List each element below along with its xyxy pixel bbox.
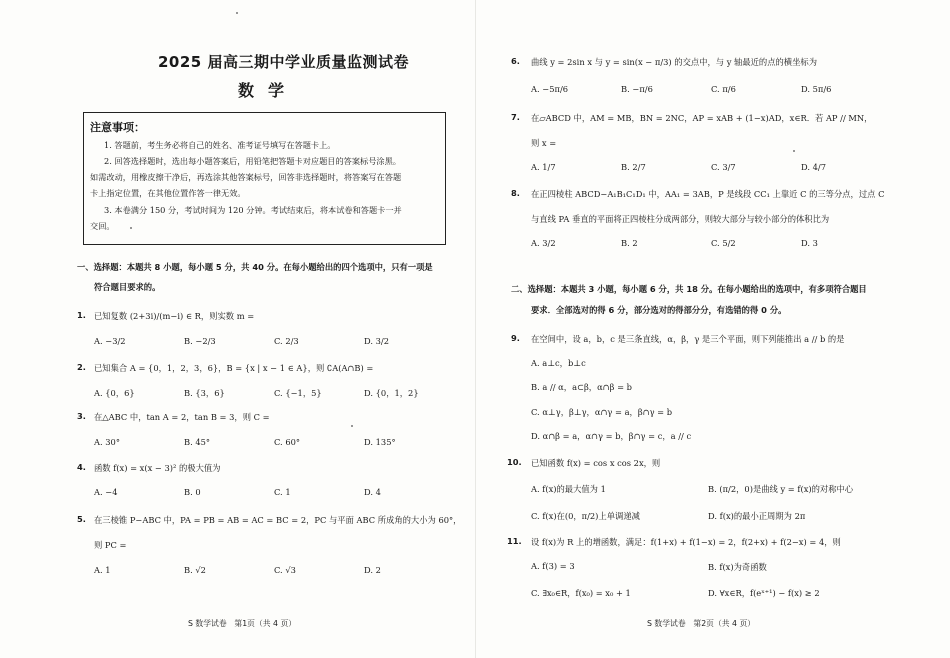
option-a: A. 1/7 <box>531 162 556 172</box>
question-stem-cont: 与直线 PA 垂直的平面将正四棱柱分成两部分，则较大部分与较小部分的体积比为 <box>531 214 830 224</box>
question-number: 11. <box>507 536 522 546</box>
option-a: A. −3/2 <box>94 336 126 346</box>
notice-line: 交回。 <box>90 221 115 231</box>
option-a: A. −4 <box>94 487 118 497</box>
scan-speck <box>351 425 353 427</box>
question-number: 10. <box>507 457 522 467</box>
question-stem-cont: 则 PC = <box>94 540 127 550</box>
page-footer: S 数学试卷 第2页（共 4 页） <box>647 619 756 628</box>
notice-line: 3. 本卷满分 150 分，考试时间为 120 分钟。考试结束后，将本试卷和答题卡一并 <box>104 205 402 215</box>
section-1-heading: 一、选择题：本题共 8 小题，每小题 5 分，共 40 分。在每小题给出的四个选项中，只有一项是 <box>77 262 433 272</box>
question-stem: 在空间中，设 a，b，c 是三条直线，α，β，γ 是三个平面，则下列能推出 a // b 的是 <box>531 334 845 344</box>
question-stem: 设 f(x)为 R 上的增函数，满足：f(1+x) + f(1−x) = 2，f(2+x) + f(2−x) = 4，则 <box>531 537 841 547</box>
question-number: 3. <box>77 411 86 421</box>
question-number: 5. <box>77 514 86 524</box>
option-c: C. 3/7 <box>711 162 736 172</box>
option-b: B. a // α，a⊂β，α∩β = b <box>531 382 632 392</box>
option-a: A. f(x)的最大值为 1 <box>531 484 606 494</box>
option-b: B. f(x)为奇函数 <box>708 562 767 572</box>
option-d: D. 3/2 <box>364 336 389 346</box>
option-d: D. 3 <box>801 238 818 248</box>
option-c: C. 1 <box>274 487 291 497</box>
question-stem-cont: 则 x = <box>531 138 557 148</box>
option-d: D. 2 <box>364 565 381 575</box>
option-c: C. √3 <box>274 565 296 575</box>
question-stem: 在△ABC 中，tan A = 2，tan B = 3，则 C = <box>94 412 270 422</box>
option-c: C. 2/3 <box>274 336 299 346</box>
question-number: 7. <box>511 112 520 122</box>
option-b: B. 0 <box>184 487 201 497</box>
option-d: D. {0，1，2} <box>364 388 419 398</box>
option-a: A. 30° <box>94 437 120 447</box>
option-b: B. −π/6 <box>621 84 653 94</box>
option-b: B. 45° <box>184 437 211 447</box>
option-b: B. (π/2，0)是曲线 y = f(x)的对称中心 <box>708 484 854 494</box>
notice-line: 2. 回答选择题时，选出每小题答案后，用铅笔把答题卡对应题目的答案标号涂黑。 <box>104 156 401 166</box>
option-d: D. α∩β = a，α∩γ = b，β∩γ = c，a // c <box>531 431 692 441</box>
option-d: D. 4/7 <box>801 162 826 172</box>
question-number: 6. <box>511 56 520 66</box>
notice-heading: 注意事项： <box>90 121 145 134</box>
question-stem: 已知复数 (2+3i)/(m−i) ∈ R，则实数 m = <box>94 311 255 321</box>
option-a: A. f(3) = 3 <box>531 561 575 571</box>
option-c: C. π/6 <box>711 84 736 94</box>
option-d: D. f(x)的最小正周期为 2π <box>708 511 806 521</box>
question-number: 1. <box>77 310 86 320</box>
question-number: 8. <box>511 188 520 198</box>
option-d: D. ∀x∈R，f(eˣ⁺¹) − f(x) ≥ 2 <box>708 588 820 598</box>
question-stem: 曲线 y = 2sin x 与 y = sin(x − π/3) 的交点中，与 y 轴最近的点的横坐标为 <box>531 57 817 67</box>
scan-speck <box>236 12 238 14</box>
question-number: 4. <box>77 462 86 472</box>
option-a: A. 3/2 <box>531 238 556 248</box>
exam-page-2 <box>475 0 950 658</box>
option-b: B. {3，6} <box>184 388 225 398</box>
question-stem: 已知函数 f(x) = cos x cos 2x，则 <box>531 458 661 468</box>
option-b: B. −2/3 <box>184 336 216 346</box>
option-c: C. 60° <box>274 437 301 447</box>
option-c: C. α⊥γ，β⊥γ，α∩γ = a，β∩γ = b <box>531 407 673 417</box>
question-number: 2. <box>77 362 86 372</box>
option-b: B. 2 <box>621 238 638 248</box>
notice-box <box>83 112 446 245</box>
question-stem: 函数 f(x) = x(x − 3)² 的极大值为 <box>94 463 221 473</box>
notice-line: 1. 答题前，考生务必将自己的姓名、准考证号填写在答题卡上。 <box>104 140 336 150</box>
option-c: C. f(x)在(0，π/2)上单调递减 <box>531 511 640 521</box>
notice-line: 卡上指定位置，在其他位置作答一律无效。 <box>90 188 246 198</box>
option-b: B. √2 <box>184 565 206 575</box>
section-2-heading: 二、选择题：本题共 3 小题，每小题 6 分，共 18 分。在每小题给出的选项中，有多项符合题目 <box>511 284 867 294</box>
option-d: D. 4 <box>364 487 381 497</box>
section-1-heading-cont: 符合题目要求的。 <box>94 282 161 292</box>
option-c: C. {−1，5} <box>274 388 322 398</box>
question-stem: 在正四棱柱 ABCD−A₁B₁C₁D₁ 中，AA₁ = 3AB，P 是线段 CC₁ 上靠近 C 的三等分点，过点 C <box>531 189 885 199</box>
option-d: D. 5π/6 <box>801 84 832 94</box>
option-c: C. 5/2 <box>711 238 736 248</box>
question-stem: 在三棱锥 P−ABC 中，PA = PB = AB = AC = BC = 2，PC 与平面 ABC 所成角的大小为 60°， <box>94 515 462 525</box>
exam-title: 2025 届高三期中学业质量监测试卷 <box>158 53 409 71</box>
exam-subject: 数学 <box>238 81 299 100</box>
option-a: A. a⊥c，b⊥c <box>531 358 586 368</box>
question-stem: 在▱ABCD 中，AM = MB，BN = 2NC，AP = xAB + (1−x)AD，x∈R．若 AP // MN， <box>531 113 873 123</box>
option-b: B. 2/7 <box>621 162 646 172</box>
scan-speck <box>130 227 132 229</box>
option-a: A. 1 <box>94 565 111 575</box>
option-a: A. −5π/6 <box>531 84 569 94</box>
notice-line: 如需改动，用橡皮擦干净后，再选涂其他答案标号，回答非选择题时，将答案写在答题 <box>90 172 402 182</box>
option-d: D. 135° <box>364 437 396 447</box>
page-footer: S 数学试卷 第1页（共 4 页） <box>188 619 297 628</box>
question-number: 9. <box>511 333 520 343</box>
option-a: A. {0，6} <box>94 388 135 398</box>
scan-speck <box>793 150 795 152</box>
section-2-heading-cont: 要求．全部选对的得 6 分，部分选对的得部分分，有选错的得 0 分。 <box>531 305 787 315</box>
question-stem: 已知集合 A = {0，1，2，3，6}，B = {x | x − 1 ∈ A}，则 ∁A(A∩B) = <box>94 363 374 373</box>
option-c: C. ∃x₀∈R，f(x₀) = x₀ + 1 <box>531 588 631 598</box>
